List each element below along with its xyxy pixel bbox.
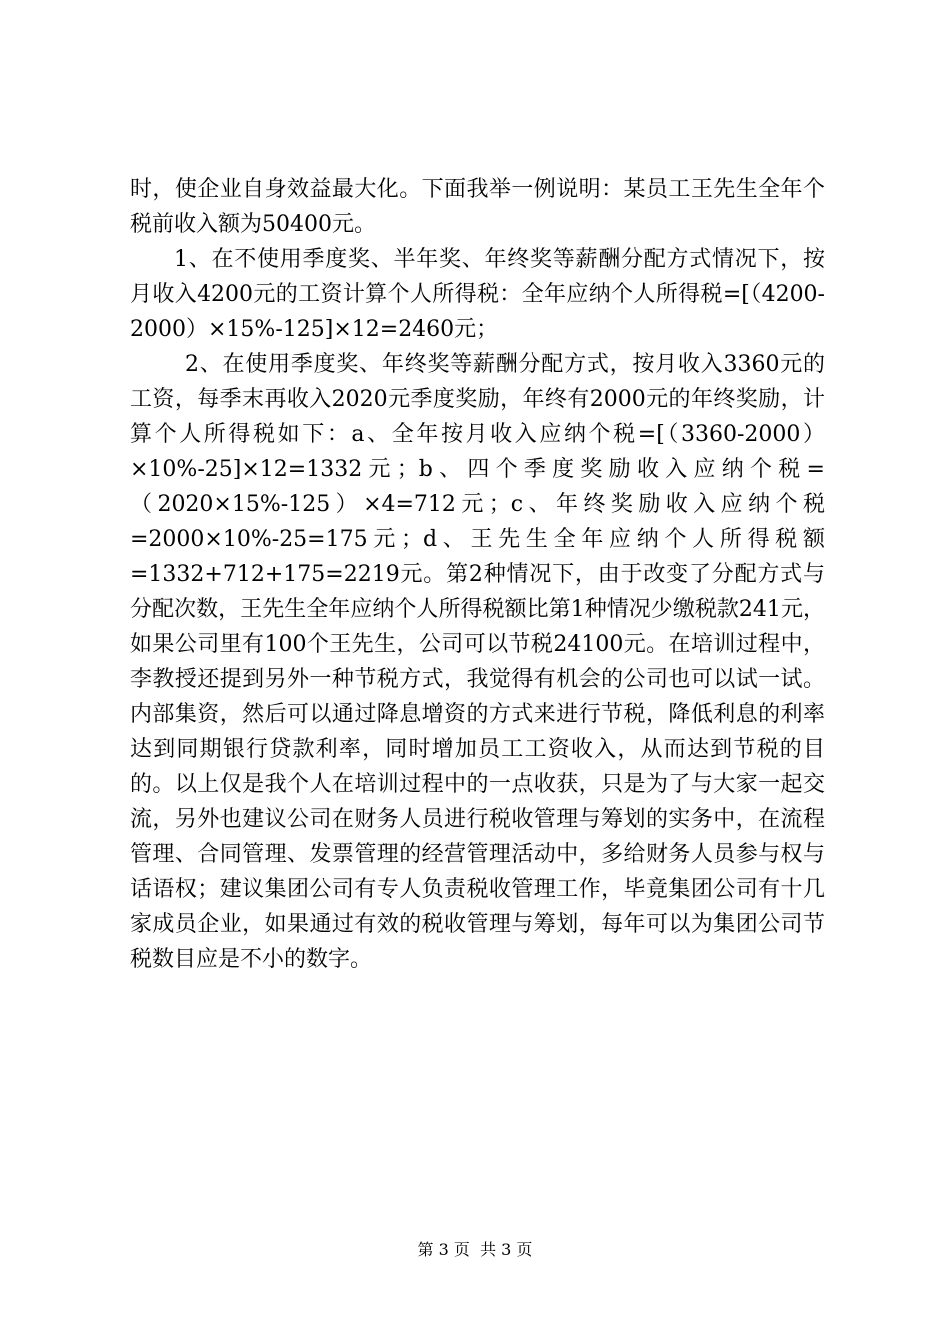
paragraph-case-2: 2、在使用季度奖、年终奖等薪酬分配方式，按月收入3360元的工资，每季末再收入2020元季度奖励，年终有2000元的年终奖励，计算个人所得税如下：a、全年按月收入应纳个税=[（3360-2000）×10%-25]×12=1332元；b、四个季度奖励收入应纳个税=（2020×15%-125）×4=712元；c、年终奖励收入应纳个税=2000×10%-25=175元；d、王先生全年应纳个人所得税额=1332+712+175=2219元。第2种情况下，由于改变了分配方式与分配次数，王先生全年应纳个人所得税额比第1种情况少缴税款241元，如果公司里有100个王先生，公司可以节税24100元。在培训过程中，李教授还提到另外一种节税方式，我觉得有机会的公司也可以试一试。内部集资，然后可以通过降息增资的方式来进行节税，降低利息的利率达到同期银行贷款利率，同时增加员工工资收入，从而达到节税的目的。以上仅是我个人在培训过程中的一点收获，只是为了与大家一起交流，另外也建议公司在财务人员进行税收管理与筹划的实务中，在流程管理、合同管理、发票管理的经营管理活动中，多给财务人员参与权与话语权；建议集团公司有专人负责税收管理工作，毕竟集团公司有十几家成员企业，如果通过有效的税收管理与筹划，每年可以为集团公司节税数目应是不小的数字。 [130,352,825,972]
paragraph-case-1: 1、在不使用季度奖、半年奖、年终奖等薪酬分配方式情况下，按月收入4200元的工资计算个人所得税：全年应纳个人所得税=[（4200-2000）×15%-125]×12=2460元； [130,247,825,342]
page-footer: 第 3 页 共 3 页 [417,1240,533,1259]
paragraph-intro: 时，使企业自身效益最大化。下面我举一例说明：某员工王先生全年个税前收入额为50400元。 [130,177,825,237]
document-body [130,172,825,977]
